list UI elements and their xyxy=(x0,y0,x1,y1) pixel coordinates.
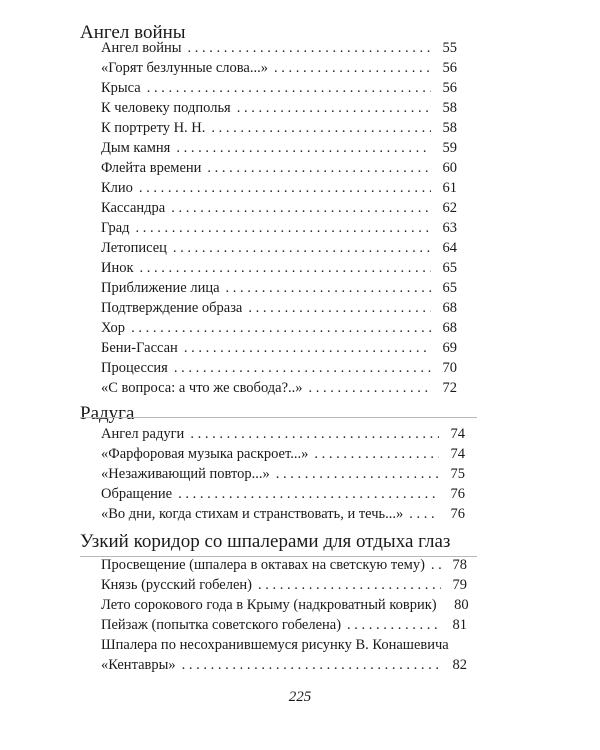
toc-entry xyxy=(0,444,600,464)
toc-entry xyxy=(0,338,600,358)
dot-leader xyxy=(226,278,431,298)
entry-title: Хор xyxy=(101,320,126,336)
entry-title: Инок xyxy=(101,260,134,276)
toc-entry xyxy=(0,555,600,575)
dot-leader xyxy=(248,298,431,318)
entry-title: «Фарфоровая музыка раскроет...» xyxy=(101,446,309,462)
toc-entry xyxy=(0,575,600,595)
entry-title: Пейзаж (попытка советского гобелена) xyxy=(101,617,342,633)
dot-leader xyxy=(237,98,431,118)
toc-entry xyxy=(0,238,600,258)
dot-leader xyxy=(147,78,431,98)
section-title: Ангел войны xyxy=(80,22,186,43)
section-title: Узкий коридор со шпалерами для отдыха глаз xyxy=(80,531,451,552)
entry-page-number: 68 xyxy=(442,300,457,316)
entry-title: Лето сорокового года в Крыму (надкроватный коврик) xyxy=(101,597,437,613)
dot-leader xyxy=(274,58,431,78)
entry-title: Просвещение (шпалера в октавах на светскую тему) xyxy=(101,557,425,573)
dot-leader xyxy=(136,218,431,238)
entry-page-number: 82 xyxy=(452,657,467,673)
page-number: 225 xyxy=(288,689,312,705)
dot-leader xyxy=(314,444,439,464)
toc-entry xyxy=(0,635,600,675)
toc-entry xyxy=(0,58,600,78)
dot-leader xyxy=(139,178,431,198)
entry-page-number: 79 xyxy=(452,577,467,593)
entry-title: Ангел войны xyxy=(101,40,182,56)
entry-title: Крыса xyxy=(101,80,141,96)
toc-entry xyxy=(0,218,600,238)
dot-leader xyxy=(174,358,431,378)
entry-title: Подтверждение образа xyxy=(101,300,243,316)
entry-page-number: 59 xyxy=(442,140,457,156)
toc-entry xyxy=(0,464,600,484)
dot-leader xyxy=(188,38,431,58)
toc-entry xyxy=(0,615,600,635)
entry-title: Бени-Гассан xyxy=(101,340,178,356)
entry-title: «Незаживающий повтор...» xyxy=(101,466,270,482)
entry-page-number: 56 xyxy=(442,60,457,76)
entry-page-number: 74 xyxy=(450,446,465,462)
entry-page-number: 76 xyxy=(450,486,465,502)
entry-page-number: 68 xyxy=(442,320,457,336)
entry-title-continuation: «Кентавры» xyxy=(101,657,176,673)
entry-page-number: 61 xyxy=(442,180,457,196)
toc-entry xyxy=(0,198,600,218)
entry-page-number: 55 xyxy=(442,40,457,56)
toc-entry xyxy=(0,178,600,198)
dot-leader xyxy=(140,258,431,278)
toc-entry xyxy=(0,118,600,138)
section-divider xyxy=(80,417,477,418)
dot-leader xyxy=(207,158,431,178)
toc-entry xyxy=(0,158,600,178)
toc-entry xyxy=(0,358,600,378)
dot-leader xyxy=(173,238,431,258)
entry-title: «С вопроса: а что же свобода?..» xyxy=(101,380,303,396)
entry-title: Приближение лица xyxy=(101,280,220,296)
entry-page-number: 62 xyxy=(442,200,457,216)
dot-leader xyxy=(190,424,439,444)
dot-leader xyxy=(171,198,431,218)
entry-title: Летописец xyxy=(101,240,167,256)
entry-title: Дым камня xyxy=(101,140,171,156)
dot-leader xyxy=(211,118,431,138)
entry-title: Кассандра xyxy=(101,200,166,216)
entry-page-number: 60 xyxy=(442,160,457,176)
dot-leader xyxy=(309,378,431,398)
section-title: Радуга xyxy=(80,403,135,424)
toc-entry xyxy=(0,78,600,98)
entry-page-number: 80 xyxy=(454,597,469,613)
toc-entry xyxy=(0,484,600,504)
toc-entry xyxy=(0,424,600,444)
dot-leader xyxy=(178,484,439,504)
dot-leader xyxy=(258,575,441,595)
dot-leader xyxy=(131,318,431,338)
entry-page-number: 70 xyxy=(442,360,457,376)
entry-page-number: 72 xyxy=(442,380,457,396)
dot-leader xyxy=(276,464,439,484)
dot-leader xyxy=(184,338,431,358)
entry-page-number: 69 xyxy=(442,340,457,356)
entry-title: Клио xyxy=(101,180,133,196)
toc-entry xyxy=(0,504,600,524)
entry-page-number: 64 xyxy=(442,240,457,256)
toc-entry xyxy=(0,38,600,58)
entry-title: Ангел радуги xyxy=(101,426,185,442)
entry-page-number: 74 xyxy=(450,426,465,442)
toc-entry xyxy=(0,298,600,318)
toc-entry xyxy=(0,278,600,298)
entry-title: К портрету Н. Н. xyxy=(101,120,206,136)
dot-leader xyxy=(182,655,441,675)
entry-page-number: 81 xyxy=(452,617,467,633)
entry-title: Флейта времени xyxy=(101,160,202,176)
entry-page-number: 63 xyxy=(442,220,457,236)
entry-page-number: 75 xyxy=(450,466,465,482)
dot-leader xyxy=(409,504,439,524)
entry-title: Шпалера по несохранившемуся рисунку В. Конашевича xyxy=(101,637,449,653)
entry-title: Обращение xyxy=(101,486,173,502)
entry-page-number: 76 xyxy=(450,506,465,522)
entry-title: Процессия xyxy=(101,360,168,376)
toc-entry xyxy=(0,138,600,158)
toc-entry xyxy=(0,595,600,615)
entry-page-number: 65 xyxy=(442,280,457,296)
dot-leader xyxy=(176,138,431,158)
toc-entry xyxy=(0,258,600,278)
entry-page-number: 65 xyxy=(442,260,457,276)
entry-page-number: 58 xyxy=(442,120,457,136)
entry-title: К человеку подполья xyxy=(101,100,231,116)
entry-title: Град xyxy=(101,220,130,236)
entry-page-number: 56 xyxy=(442,80,457,96)
entry-title: «Во дни, когда стихам и странствовать, и течь...» xyxy=(101,506,404,522)
toc-entry xyxy=(0,318,600,338)
entry-page-number: 58 xyxy=(442,100,457,116)
entry-page-number: 78 xyxy=(452,557,467,573)
dot-leader xyxy=(431,555,441,575)
entry-title: Князь (русский гобелен) xyxy=(101,577,252,593)
toc-entry xyxy=(0,378,600,398)
toc-entry xyxy=(0,98,600,118)
dot-leader xyxy=(347,615,441,635)
entry-title: «Горят безлунные слова...» xyxy=(101,60,268,76)
